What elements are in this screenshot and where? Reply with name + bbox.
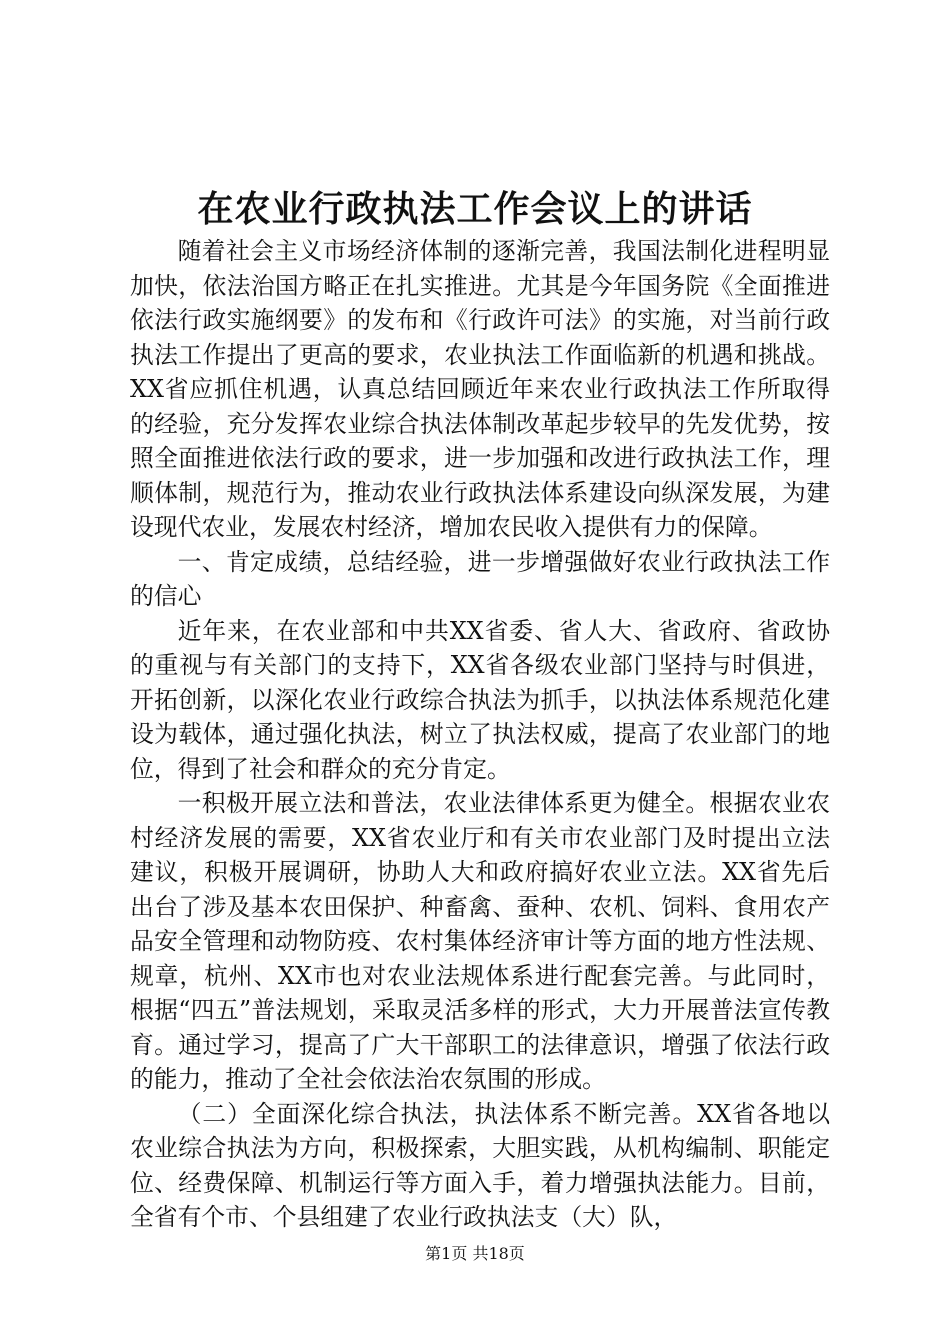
- document-body: [130, 234, 830, 1235]
- paragraph-achievements: 近年来，在农业部和中共XX省委、省人大、省政府、省政协的重视与有关部门的支持下，XX省各级农业部门坚持与时俱进，开拓创新，以深化农业行政综合执法为抓手，以执法体系规范化建设为载体，通过强化执法，树立了执法权威，提高了农业部门的地位，得到了社会和群众的充分肯定。: [130, 616, 830, 783]
- paragraph-intro: 随着社会主义市场经济体制的逐渐完善，我国法制化进程明显加快，依法治国方略正在扎实推进。尤其是今年国务院《全面推进依法行政实施纲要》的发布和《行政许可法》的实施，对当前行政执法工作提出了更高的要求，农业执法工作面临新的机遇和挑战。XX省应抓住机遇，认真总结回顾近年来农业行政执法工作所取得的经验，充分发挥农业综合执法体制改革起步较早的先发优势，按照全面推进依法行政的要求，进一步加强和改进行政执法工作，理顺体制，规范行为，推动农业行政执法体系建设向纵深发展，为建设现代农业，发展农村经济，增加农民收入提供有力的保障。: [130, 237, 830, 541]
- section-heading-1: 一、肯定成绩，总结经验，进一步增强做好农业行政执法工作的信心: [130, 547, 830, 610]
- document-title: 在农业行政执法工作会议上的讲话: [197, 188, 753, 230]
- page-number-footer: 第1页 共18页: [425, 1244, 525, 1263]
- paragraph-legislation: 一积极开展立法和普法，农业法律体系更为健全。根据农业农村经济发展的需要，XX省农业厅和有关市农业部门及时提出立法建议，积极开展调研，协助人大和政府搞好农业立法。XX省先后出台了涉及基本农田保护、种畜禽、蚕种、农机、饲料、食用农产品安全管理和动物防疫、农村集体经济审计等方面的地方性法规、规章，杭州、XX市也对农业法规体系进行配套完善。与此同时，根据“四五”普法规划，采取灵活多样的形式，大力开展普法宣传教育。通过学习，提高了广大干部职工的法律意识，增强了依法行政的能力，推动了全社会依法治农氛围的形成。: [130, 789, 830, 1093]
- paragraph-enforcement: （二）全面深化综合执法，执法体系不断完善。XX省各地以农业综合执法为方向，积极探索，大胆实践，从机构编制、职能定位、经费保障、机制运行等方面入手，着力增强执法能力。目前，全省有个市、个县组建了农业行政执法支（大）队，: [130, 1099, 830, 1231]
